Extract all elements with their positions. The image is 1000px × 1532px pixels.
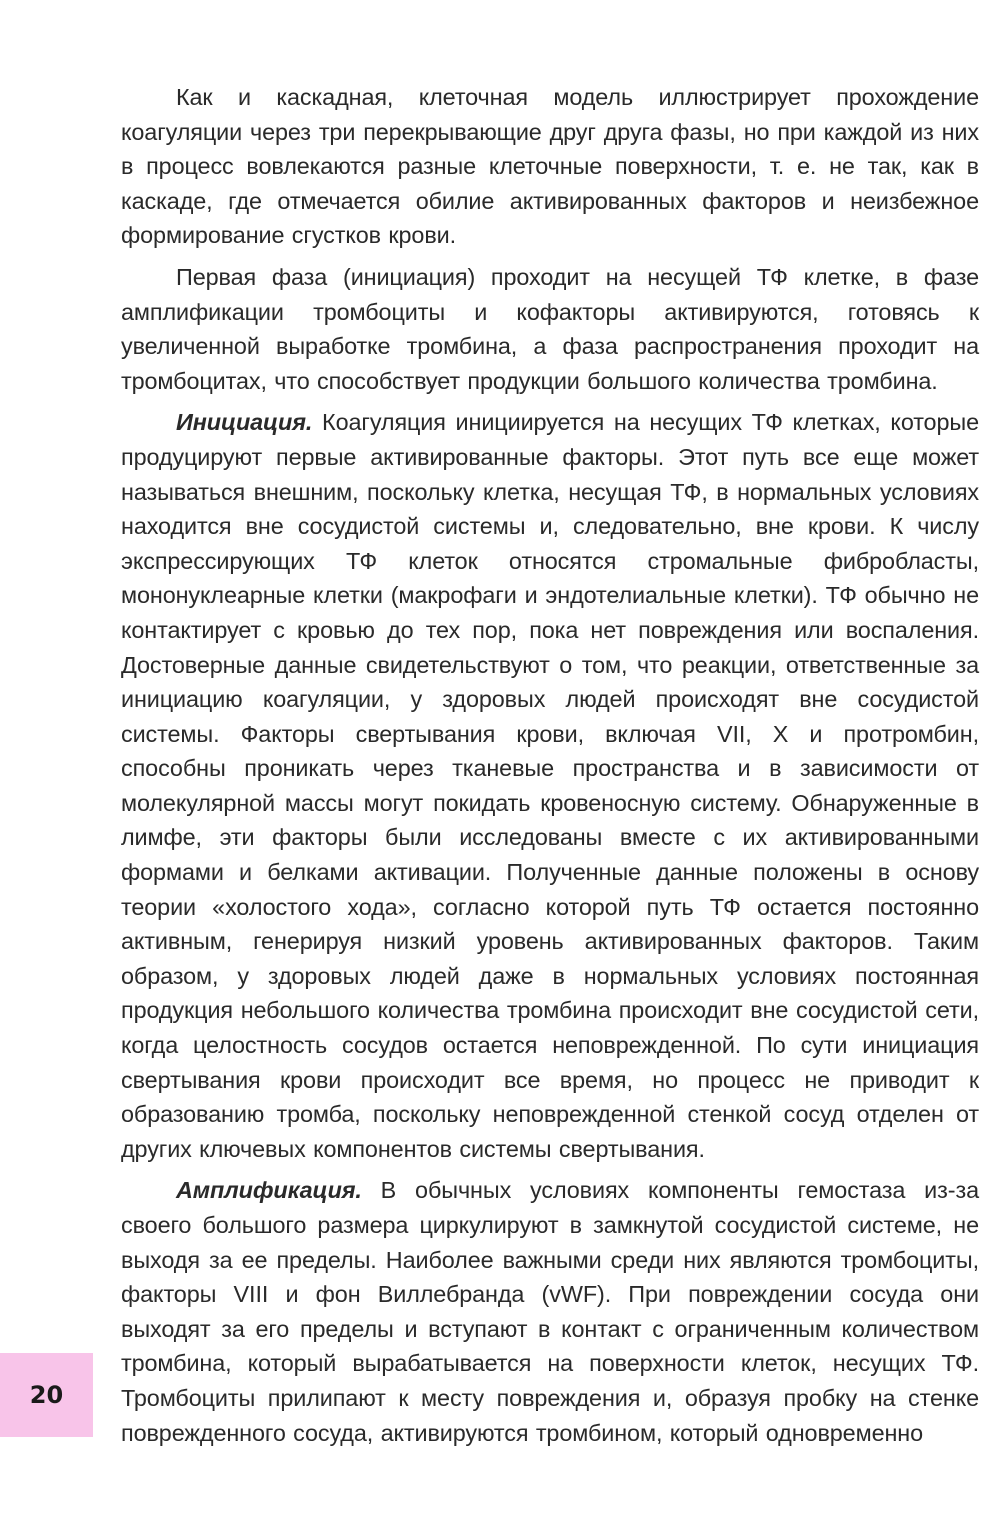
paragraph-phases [121,260,979,398]
paragraph-lead-initiation: Инициация. [176,409,313,436]
paragraph-text: Первая фаза (инициация) проходит на несущей ТФ клетке, в фазе амплификации тромбоциты и кофакторы активируются, готовясь к увеличенной выработке тромбина, а фаза распространения проходит на тромбоцитах, что способствует продукции большого количества тромбина. [121,263,979,394]
paragraph-text: Как и каскадная, клеточная модель иллюстрирует прохождение коагуляции через три перекрывающие друг друга фазы, но при каждой из них в процесс вовлекаются разные клеточные поверхности, т. е. не так, как в каскаде, где отмечается обилие активированных факторов и неизбежное формирование сгустков крови. [121,84,979,249]
paragraph-text: В обычных условиях компоненты гемостаза из-за своего большого размера циркулируют в замкнутой сосудистой системе, не выходя за ее пределы. Наиболее важными среди них являются тромбоциты, факторы VIII и фон Виллебранда (vWF). При повреждении сосуда они выходят за его пределы и вступают в контакт с ограниченным количеством тромбина, который вырабатывается на поверхности клеток, несущих ТФ. Тромбоциты прилипают к месту повреждения и, образуя пробку на стенке поврежденного сосуда, активируются тромбином, который одновременно [121,1177,979,1446]
page-body [121,80,979,1457]
paragraph-intro [121,80,979,253]
page-number: 20 [29,1381,64,1409]
paragraph-text: Коагуляция инициируется на несущих ТФ клетках, которые продуцируют первые активированные факторы. Этот путь все еще может называться внешним, поскольку клетка, несущая ТФ, в нормальных условиях находится вне сосудистой системы и, следовательно, вне крови. К числу экспрессирующих ТФ клеток относятся стромальные фибробласты, мононуклеарные клетки (макрофаги и эндотелиальные клетки). ТФ обычно не контактирует с кровью до тех пор, пока нет повреждения или воспаления. Достоверные данные свидетельствуют о том, что реакции, ответственные за инициацию коагуляции, у здоровых людей происходят вне сосудистой системы. Факторы свертывания крови, включая VII, X и протромбин, способны проникать через тканевые пространства и в зависимости от молекулярной массы могут покидать кровеносную систему. Обнаруженные в лимфе, эти факторы были исследованы вместе с их активированными формами и белками активации. Полученные данные положены в основу теории «холостого хода», согласно которой путь ТФ остается постоянно активным, генерируя низкий уровень активированных факторов. Таким образом, у здоровых людей даже в нормальных условиях постоянная продукция небольшого количества тромбина происходит вне сосудистой сети, когда целостность сосудов остается неповрежденной. По сути инициация свертывания крови происходит все время, но процесс не приводит к образованию тромба, поскольку неповрежденной стенкой сосуд отделен от других ключевых компонентов системы свертывания. [121,409,979,1162]
paragraph-amplification [121,1173,979,1450]
paragraph-lead-amplification: Амплификация. [176,1177,362,1204]
paragraph-initiation [121,405,979,1166]
page-number-tab [0,1353,93,1437]
